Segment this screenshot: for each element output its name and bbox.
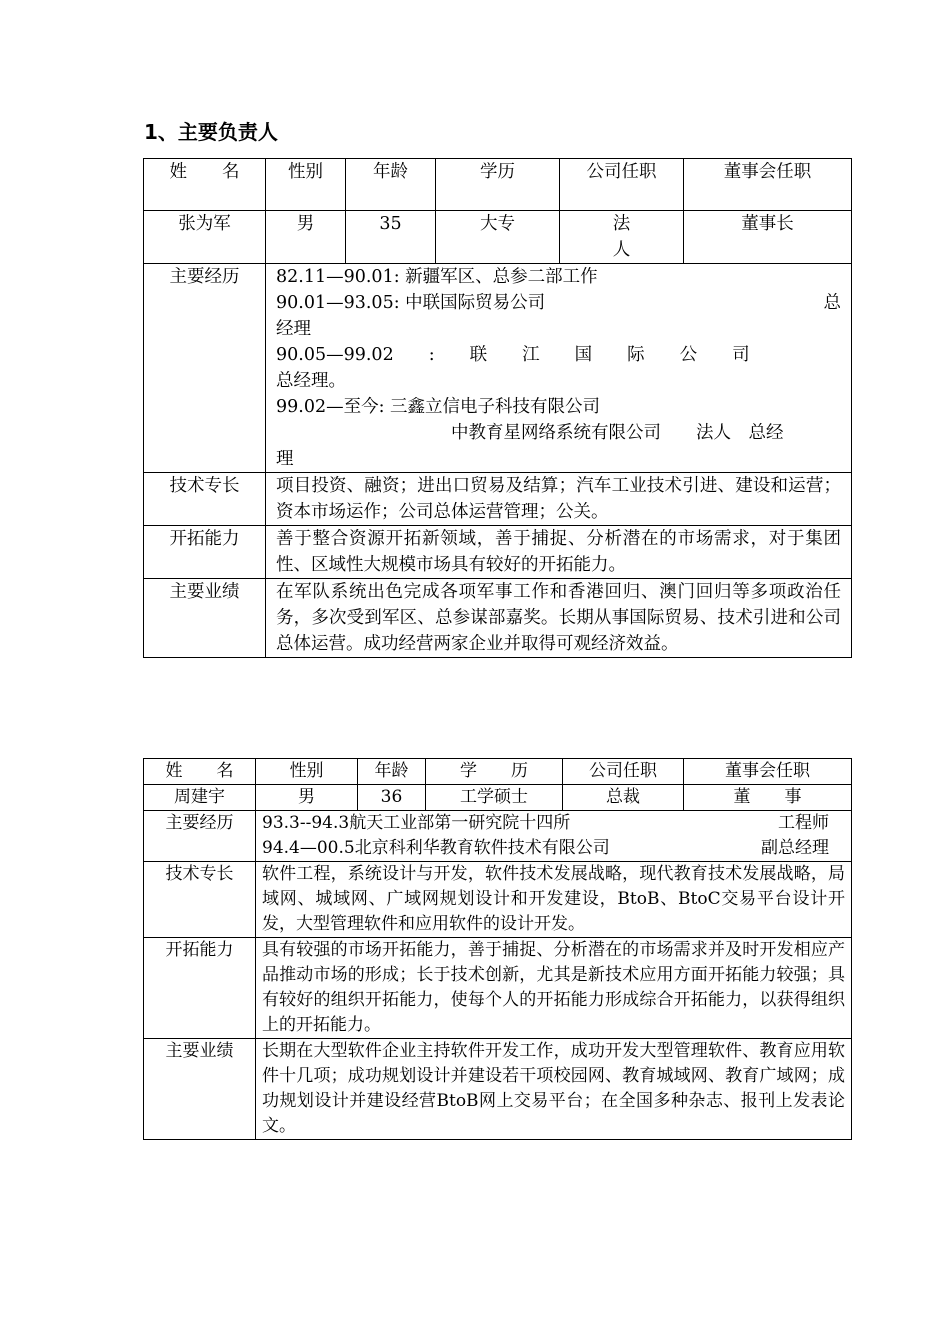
header-gender: 性别 [256,759,358,785]
experience-row [144,264,852,473]
experience-line: 99.02—至今: 三鑫立信电子科技有限公司 [276,397,601,417]
leader-table-2 [143,758,852,1140]
value-education: 工学硕士 [426,785,563,811]
header-row [144,159,852,211]
experience-line [276,264,841,290]
achievement-text: 长期在大型软件企业主持软件开发工作，成功开发大型管理软件、教育应用软件十几项；成功规划设计并建设若干项校园网、教育城域网、教育广域网；成功规划设计并建设经营BtoB网上交易平台；在全国多种杂志、报刊上发表论文。 [256,1039,852,1140]
expertise-label: 技术专长 [144,473,266,526]
experience-line [276,290,841,316]
value-education: 大专 [436,211,560,264]
section-title: 1、主要负责人 [144,120,278,144]
expertise-row [144,862,852,938]
value-board-role: 董 事 [684,785,852,811]
achievement-label: 主要业绩 [144,579,266,658]
pioneering-text: 善于整合资源开拓新领域，善于捕捉、分析潜在的市场需求，对于集团性、区域性大规模市场具有较好的开拓能力。 [266,526,852,579]
value-row [144,211,852,264]
header-age: 年龄 [346,159,436,211]
experience-content [256,811,852,862]
header-gender: 性别 [266,159,346,211]
expertise-text: 软件工程，系统设计与开发，软件技术发展战略，现代教育技术发展战略，局域网、城域网、广域网规划设计和开发建设，BtoB、BtoC交易平台设计开发，大型管理软件和应用软件的设计开发。 [256,862,852,938]
expertise-label: 技术专长 [144,862,256,938]
header-board-role: 董事会任职 [684,159,852,211]
pioneering-row [144,938,852,1039]
achievement-text: 在军队系统出色完成各项军事工作和香港回归、澳门回归等多项政治任务，多次受到军区、总参谋部嘉奖。长期从事国际贸易、技术引进和公司总体运营。成功经营两家企业并取得可观经济效益。 [266,579,852,658]
value-company-role: 总裁 [563,785,684,811]
experience-label: 主要经历 [144,264,266,473]
pioneering-row [144,526,852,579]
value-board-role: 董事长 [684,211,852,264]
experience-line: 总经理。 [276,371,346,391]
line-end: 副总经理 [761,838,829,858]
pioneering-text: 具有较强的市场开拓能力，善于捕捉、分析潜在的市场需求并及时开发相应产品推动市场的形成；长于技术创新，尤其是新技术应用方面开拓能力较强；具有较好的组织开拓能力，使每个人的开拓能力形成综合开拓能力，以获得组织上的开拓能力。 [256,938,852,1039]
expertise-row [144,473,852,526]
experience-line [262,811,845,836]
line-text: 90.01—93.05: 中联国际贸易公司 [276,293,546,313]
leader-table-1 [143,158,852,658]
line-text: 94.4—00.5北京科利华教育软件技术有限公司 [262,838,610,858]
expertise-text: 项目投资、融资；进出口贸易及结算；汽车工业技术引进、建设和运营；资本市场运作；公司总体运营管理；公关。 [266,473,852,526]
value-age: 36 [358,785,426,811]
experience-line: 中教育星网络系统有限公司 法人 总经 [276,423,784,443]
header-education: 学历 [436,159,560,211]
header-company-role: 公司任职 [560,159,684,211]
achievement-row [144,579,852,658]
line-end: 工程师 [778,813,829,833]
experience-row [144,811,852,862]
pioneering-label: 开拓能力 [144,526,266,579]
experience-line [262,836,845,861]
achievement-label: 主要业绩 [144,1039,256,1140]
line-end: 总 [823,293,841,313]
value-gender: 男 [256,785,358,811]
value-gender: 男 [266,211,346,264]
value-row [144,785,852,811]
header-name: 姓 名 [144,759,256,785]
value-name: 周建宇 [144,785,256,811]
pioneering-label: 开拓能力 [144,938,256,1039]
header-name: 姓 名 [144,159,266,211]
value-age: 35 [346,211,436,264]
experience-label: 主要经历 [144,811,256,862]
header-row [144,759,852,785]
header-board-role: 董事会任职 [684,759,852,785]
line-text: 82.11—90.01: 新疆军区、总参二部工作 [276,267,598,287]
value-name: 张为军 [144,211,266,264]
header-company-role: 公司任职 [563,759,684,785]
experience-line: 经理 [276,319,311,339]
achievement-row [144,1039,852,1140]
line-text: 93.3--94.3航天工业部第一研究院十四所 [262,813,571,833]
experience-line: 理 [276,449,294,469]
experience-content [266,264,852,473]
value-company-role: 法人 [560,211,684,264]
experience-line: 90.05—99.02 : 联 江 国 际 公 司 [276,345,750,365]
header-education: 学 历 [426,759,563,785]
header-age: 年龄 [358,759,426,785]
